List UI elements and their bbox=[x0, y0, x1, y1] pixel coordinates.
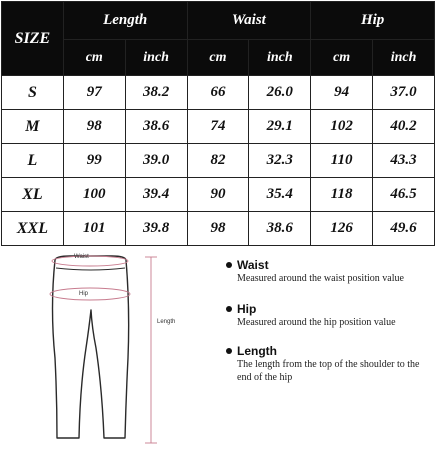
table-cell: 35.4 bbox=[249, 178, 311, 212]
table-cell: 37.0 bbox=[373, 76, 435, 110]
size-cell: S bbox=[2, 76, 64, 110]
table-cell: 98 bbox=[187, 212, 249, 246]
size-column-header: SIZE bbox=[2, 2, 64, 76]
table-cell: 90 bbox=[187, 178, 249, 212]
table-row bbox=[2, 178, 435, 212]
table-cell: 100 bbox=[63, 178, 125, 212]
table-cell: 26.0 bbox=[249, 76, 311, 110]
unit-header: cm bbox=[63, 40, 125, 76]
table-cell: 40.2 bbox=[373, 110, 435, 144]
table-cell: 43.3 bbox=[373, 144, 435, 178]
legend-hip-desc: Measured around the hip position value bbox=[237, 317, 396, 328]
table-cell: 99 bbox=[63, 144, 125, 178]
hip-measure-ellipse bbox=[50, 288, 130, 300]
table-cell: 66 bbox=[187, 76, 249, 110]
legend-hip bbox=[225, 302, 396, 329]
table-row bbox=[2, 110, 435, 144]
waist-diagram-label: Waist bbox=[74, 254, 89, 260]
leggings-outline bbox=[53, 256, 129, 438]
size-chart-table bbox=[1, 1, 435, 246]
table-cell: 118 bbox=[311, 178, 373, 212]
length-group-header: Length bbox=[63, 2, 187, 40]
unit-header: inch bbox=[249, 40, 311, 76]
table-cell: 32.3 bbox=[249, 144, 311, 178]
measurement-diagram bbox=[0, 248, 436, 452]
unit-header: cm bbox=[311, 40, 373, 76]
table-cell: 38.6 bbox=[125, 110, 187, 144]
legend-waist-title: Waist bbox=[237, 258, 269, 272]
table-cell: 101 bbox=[63, 212, 125, 246]
size-cell: XXL bbox=[2, 212, 64, 246]
table-cell: 102 bbox=[311, 110, 373, 144]
unit-header: inch bbox=[125, 40, 187, 76]
waist-group-header: Waist bbox=[187, 2, 311, 40]
legend-waist-desc: Measured around the waist position value bbox=[237, 273, 404, 284]
table-cell: 46.5 bbox=[373, 178, 435, 212]
table-cell: 29.1 bbox=[249, 110, 311, 144]
size-cell: M bbox=[2, 110, 64, 144]
table-cell: 98 bbox=[63, 110, 125, 144]
unit-header: cm bbox=[187, 40, 249, 76]
unit-header: inch bbox=[373, 40, 435, 76]
length-diagram-label: Length bbox=[157, 319, 176, 325]
waist-measure-ellipse bbox=[52, 256, 128, 266]
table-cell: 38.2 bbox=[125, 76, 187, 110]
table-row bbox=[2, 144, 435, 178]
bullet-icon bbox=[226, 262, 232, 268]
table-unit-row bbox=[2, 40, 435, 76]
table-cell: 49.6 bbox=[373, 212, 435, 246]
table-cell: 94 bbox=[311, 76, 373, 110]
table-cell: 110 bbox=[311, 144, 373, 178]
hip-diagram-label: Hip bbox=[79, 291, 89, 297]
table-cell: 39.0 bbox=[125, 144, 187, 178]
size-cell: L bbox=[2, 144, 64, 178]
size-cell: XL bbox=[2, 178, 64, 212]
bullet-icon bbox=[226, 306, 232, 312]
table-cell: 126 bbox=[311, 212, 373, 246]
legend-waist bbox=[225, 258, 404, 285]
bullet-icon bbox=[226, 348, 232, 354]
waistband-line bbox=[56, 268, 125, 270]
table-header-row bbox=[2, 2, 435, 40]
table-cell: 39.4 bbox=[125, 178, 187, 212]
table-row bbox=[2, 212, 435, 246]
table-cell: 39.8 bbox=[125, 212, 187, 246]
table-row bbox=[2, 76, 435, 110]
leggings-illustration bbox=[0, 248, 220, 452]
legend-length-title: Length bbox=[237, 344, 277, 358]
table-cell: 97 bbox=[63, 76, 125, 110]
hip-group-header: Hip bbox=[311, 2, 435, 40]
legend-length-desc: The length from the top of the shoulder to the end of the hip bbox=[237, 359, 420, 383]
table-cell: 38.6 bbox=[249, 212, 311, 246]
table-cell: 82 bbox=[187, 144, 249, 178]
legend-length bbox=[225, 344, 421, 384]
table-cell: 74 bbox=[187, 110, 249, 144]
legend-hip-title: Hip bbox=[237, 302, 257, 316]
